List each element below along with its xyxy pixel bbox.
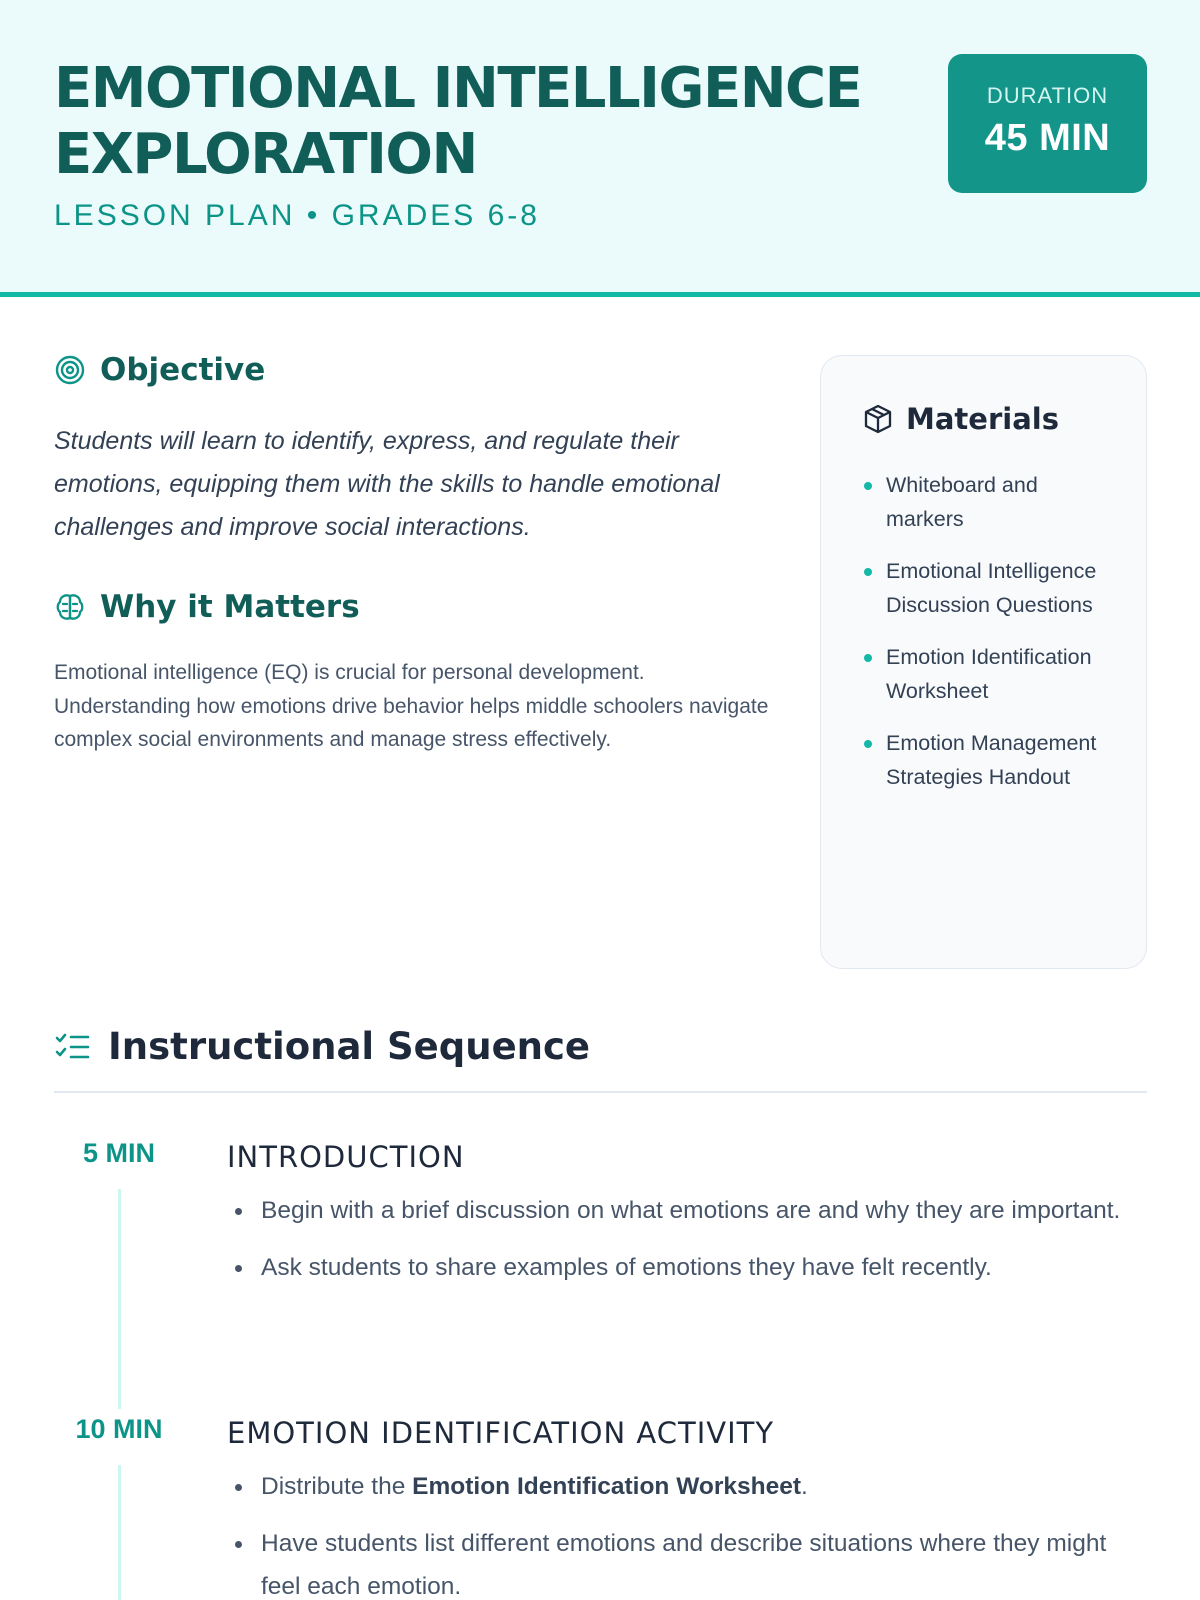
objective-heading [54, 352, 265, 388]
duration-value: 45 MIN [984, 117, 1111, 159]
timeline-line [118, 1189, 121, 1409]
list-item: Whiteboard and markers [864, 469, 1104, 536]
target-icon [54, 354, 86, 386]
worksheet-name: Emotion Identification Worksheet [412, 1473, 802, 1500]
timeline-line [118, 1465, 121, 1600]
page-title: EMOTIONAL INTELLIGENCE EXPLORATION [54, 56, 862, 187]
brain-icon [54, 591, 86, 623]
list-item: Emotional Intelligence Discussion Questions [864, 555, 1104, 622]
list-checks-icon [54, 1028, 92, 1066]
sequence-heading [54, 1025, 590, 1068]
step-time: 10 MIN [75, 1414, 163, 1444]
list-item: Emotion Identification Worksheet [864, 641, 1104, 708]
why-text: Emotional intelligence (EQ) is crucial for personal development. Understanding how emotions drive behavior helps middle schoolers navigate complex social environments and manage stress effectively. [54, 661, 769, 751]
step-time: 5 MIN [82, 1138, 155, 1168]
why-heading-text: Why it Matters [100, 589, 360, 625]
duration-label: DURATION [986, 83, 1109, 108]
materials-heading-text: Materials [906, 402, 1059, 436]
page-subtitle: LESSON PLAN • GRADES 6-8 [54, 199, 540, 232]
list-item: Distribute the Emotion Identification Worksheet. [227, 1465, 1127, 1509]
package-icon [862, 403, 894, 435]
materials-heading [862, 402, 1059, 436]
sequence-heading-text: Instructional Sequence [108, 1025, 591, 1068]
objective-text: Students will learn to identify, express, and regulate their emotions, equipping them with the skills to handle emotional challenges and improve social interactions. [54, 427, 720, 541]
list-item: Ask students to share examples of emotions they have felt recently. [227, 1246, 1127, 1290]
list-item: Emotion Management Strategies Handout [864, 727, 1104, 794]
list-item: Begin with a brief discussion on what emotions are and why they are important. [227, 1189, 1127, 1233]
materials-list [864, 469, 1104, 813]
step-list [227, 1465, 1127, 1600]
divider [54, 1091, 1147, 1093]
step-title: INTRODUCTION [227, 1140, 465, 1174]
header [0, 0, 1200, 297]
step-list [227, 1189, 1127, 1302]
step-title: EMOTION IDENTIFICATION ACTIVITY [227, 1416, 775, 1450]
materials-card [820, 355, 1147, 969]
objective-heading-text: Objective [100, 352, 266, 388]
list-item: Have students list different emotions and describe situations where they might feel each emotion. [227, 1522, 1127, 1600]
duration-badge [948, 54, 1147, 193]
why-heading [54, 589, 360, 625]
